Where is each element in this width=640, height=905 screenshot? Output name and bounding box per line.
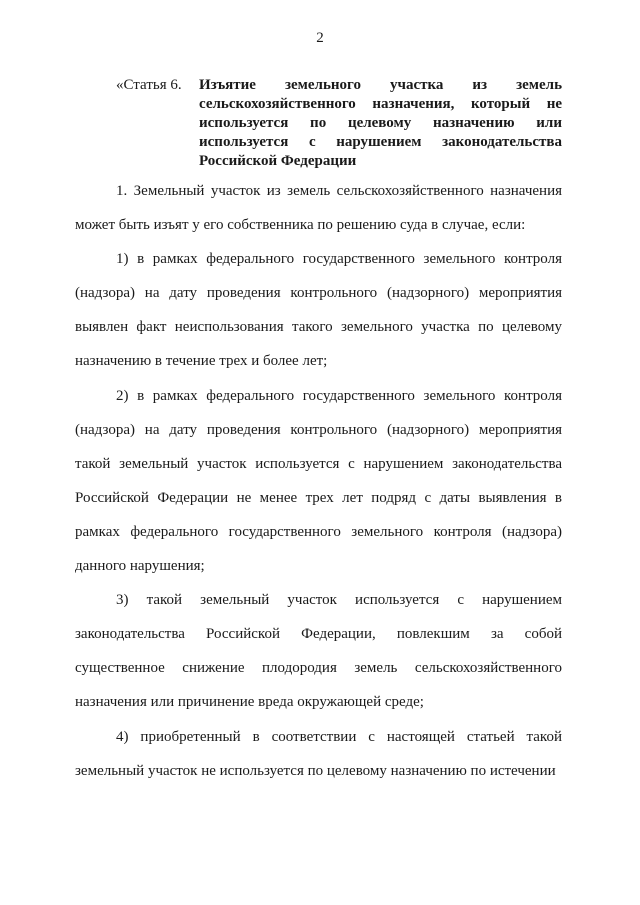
paragraph-item-4: 4) приобретенный в соответствии с настоящей статьей такой земельный участок не используется по целевому назначению по истечении	[75, 728, 562, 779]
paragraph-item-3: 3) такой земельный участок используется с нарушением законодательства Российской Федерации, повлекшим за собой существенное снижение плодородия земель сельскохозяйственного назначения или причинение вреда окружающей среде;	[75, 592, 562, 711]
article-title: Изъятие земельного участка из земель сельскохозяйственного назначения, который не используется по целевому назначению или используется с нарушением законодательства Российской Федерации	[199, 77, 562, 169]
page-number: 2	[316, 30, 324, 46]
article-label: «Статья 6.	[116, 77, 182, 93]
paragraph-1: 1. Земельный участок из земель сельскохозяйственного назначения может быть изъят у его собственника по решению суда в случае, если:	[75, 183, 562, 234]
article-header	[116, 76, 562, 171]
paragraph-item-1: 1) в рамках федерального государственного земельного контроля (надзора) на дату проведения контрольного (надзорного) мероприятия выявлен факт неиспользования такого земельного участка по целевому назначению в течение трех и более лет;	[75, 251, 562, 370]
paragraph-item-2: 2) в рамках федерального государственного земельного контроля (надзора) на дату проведения контрольного (надзорного) мероприятия такой земельный участок используется с нарушением законодательства Российской Федерации не менее трех лет подряд с даты выявления в рамках федерального государственного земельного контроля (надзора) данного нарушения;	[75, 387, 562, 575]
article-body	[75, 174, 562, 788]
